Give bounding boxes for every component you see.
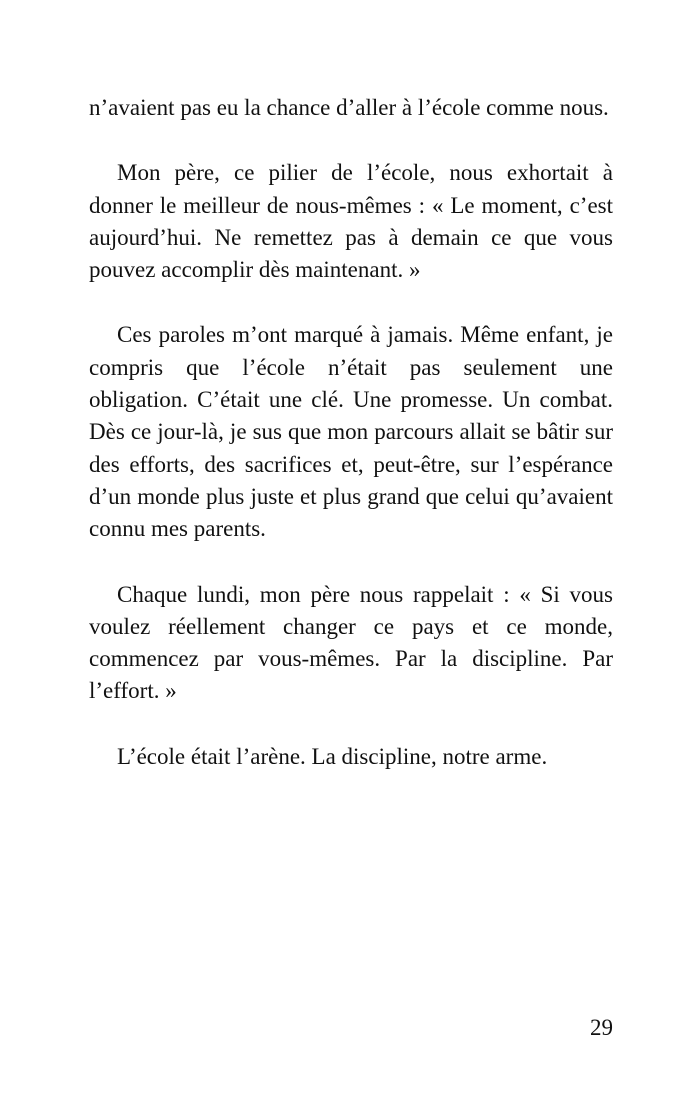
paragraph-continuation: n’avaient pas eu la chance d’aller à l’école comme nous.: [89, 95, 609, 120]
paragraph-arena: L’école était l’arène. La discipline, notre arme.: [117, 743, 548, 769]
paragraph-words-marked: Ces paroles m’ont marqué à jamais. Même enfant, je compris que l’école n’était pas seulement une obligation. C’était une clé. Une promesse. Un combat. Dès ce jour-là, je sus que mon parcours allait se bâtir sur des efforts, des sacrifices et, peut-être, sur l’espérance d’un monde plus juste et plus grand que celui qu’avaient connu mes parents.: [89, 322, 613, 542]
paragraph-father-exhortation: Mon père, ce pilier de l’école, nous exhortait à donner le meilleur de nous-mêmes : « Le moment, c’est aujourd’hui. Ne remettez pas à demain ce que vous pouvez accomplir dès maintenant. »: [89, 160, 613, 283]
page-body: [89, 92, 613, 806]
page-number: 29: [590, 1015, 613, 1040]
paragraph-monday-reminder: Chaque lundi, mon père nous rappelait : « Si vous voulez réellement changer ce pays et ce monde, commencez par vous-mêmes. Par la discipline. Par l’effort. »: [89, 581, 613, 704]
